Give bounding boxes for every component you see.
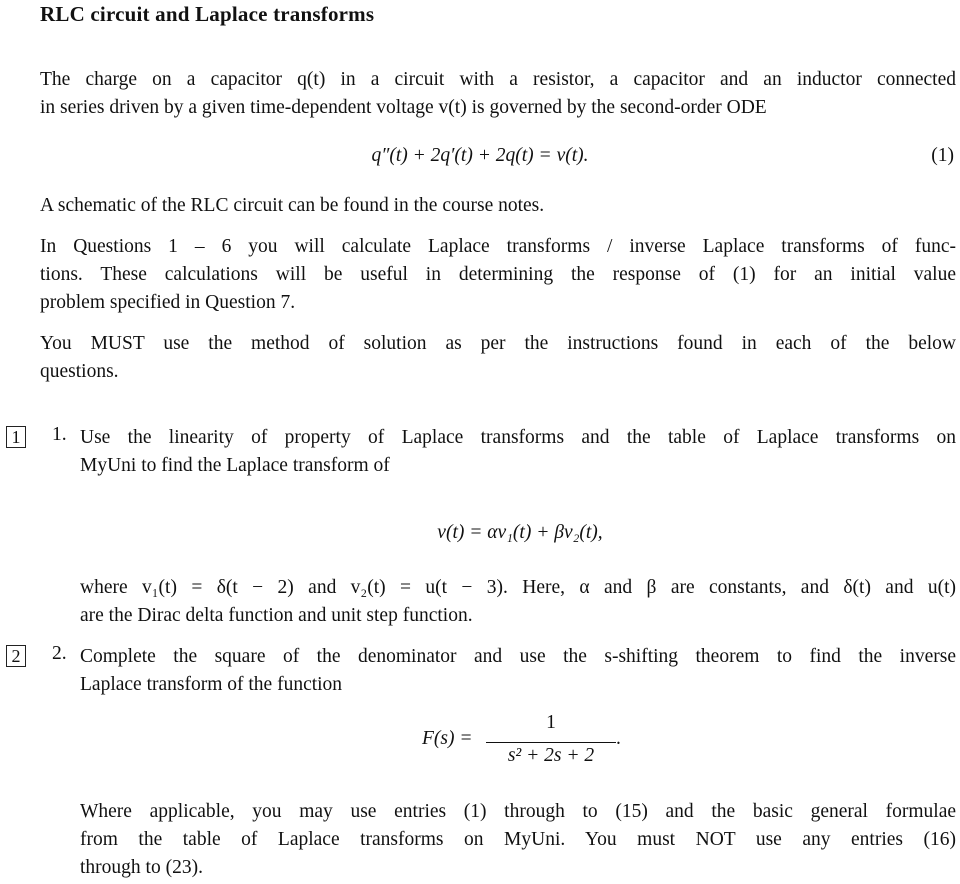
questions-paragraph xyxy=(40,233,956,317)
marks-box-q2: 2 xyxy=(6,645,26,667)
fraction-denominator: s² + 2s + 2 xyxy=(507,745,595,766)
q2-line-2: Laplace transform of the function xyxy=(80,674,343,695)
question-1-text xyxy=(80,424,956,480)
must-paragraph xyxy=(40,330,956,386)
q2-line-1: Complete the square of the denominator and use the s-shifting theorem to find the inverse xyxy=(80,646,956,667)
fraction-bar xyxy=(486,742,616,743)
questions-line-1: In Questions 1 – 6 you will calculate Laplace transforms / inverse Laplace transforms of func- xyxy=(40,236,956,257)
schematic-note-text: A schematic of the RLC circuit can be found in the course notes. xyxy=(40,195,545,216)
question-number-1: 1. xyxy=(52,424,67,445)
q1-after-line-2: are the Dirac delta function and unit step function. xyxy=(80,605,473,626)
must-line-2: questions. xyxy=(40,361,119,382)
fraction-period: . xyxy=(616,728,621,749)
q2-fraction-equation xyxy=(422,712,632,772)
fraction-numerator: 1 xyxy=(546,712,556,733)
intro-line-1: The charge on a capacitor q(t) in a circuit with a resistor, a capacitor and an inductor connected xyxy=(40,69,956,90)
q1-after-line-1: where v₁(t) = δ(t − 2) and v₂(t) = u(t − 3). Here, α and β are constants, and δ(t) and u(t) xyxy=(80,577,956,598)
q1-line-2: MyUni to find the Laplace transform of xyxy=(80,455,390,476)
question-number-2: 2. xyxy=(52,643,67,664)
fraction-lhs: F(s) = xyxy=(422,728,473,749)
q1-equation: v(t) = αv₁(t) + βv₂(t), xyxy=(437,522,603,543)
schematic-note xyxy=(40,192,956,220)
ode-equation: q″(t) + 2q′(t) + 2q(t) = v(t). xyxy=(371,145,589,166)
questions-line-2: tions. These calculations will be useful in determining the response of (1) for an initial value xyxy=(40,264,956,285)
marks-box-q1: 1 xyxy=(6,426,26,448)
document-title: RLC circuit and Laplace transforms xyxy=(40,2,375,26)
q1-line-1: Use the linearity of property of Laplace transforms and the table of Laplace transforms on xyxy=(80,427,956,448)
question-1-followup xyxy=(80,574,956,630)
q2-after-line-1: Where applicable, you may use entries (1) through to (15) and the basic general formulae xyxy=(80,801,956,822)
equation-number: (1) xyxy=(931,145,954,166)
questions-line-3: problem specified in Question 7. xyxy=(40,292,296,313)
intro-line-2: in series driven by a given time-dependent voltage v(t) is governed by the second-order ODE xyxy=(40,97,767,118)
q2-after-line-2: from the table of Laplace transforms on MyUni. You must NOT use any entries (16) xyxy=(80,829,956,850)
question-2-followup xyxy=(80,798,956,882)
must-line-1: You MUST use the method of solution as per the instructions found in each of the below xyxy=(40,333,956,354)
question-2-text xyxy=(80,643,956,699)
q2-after-line-3: through to (23). xyxy=(80,857,203,878)
intro-paragraph xyxy=(40,66,956,122)
